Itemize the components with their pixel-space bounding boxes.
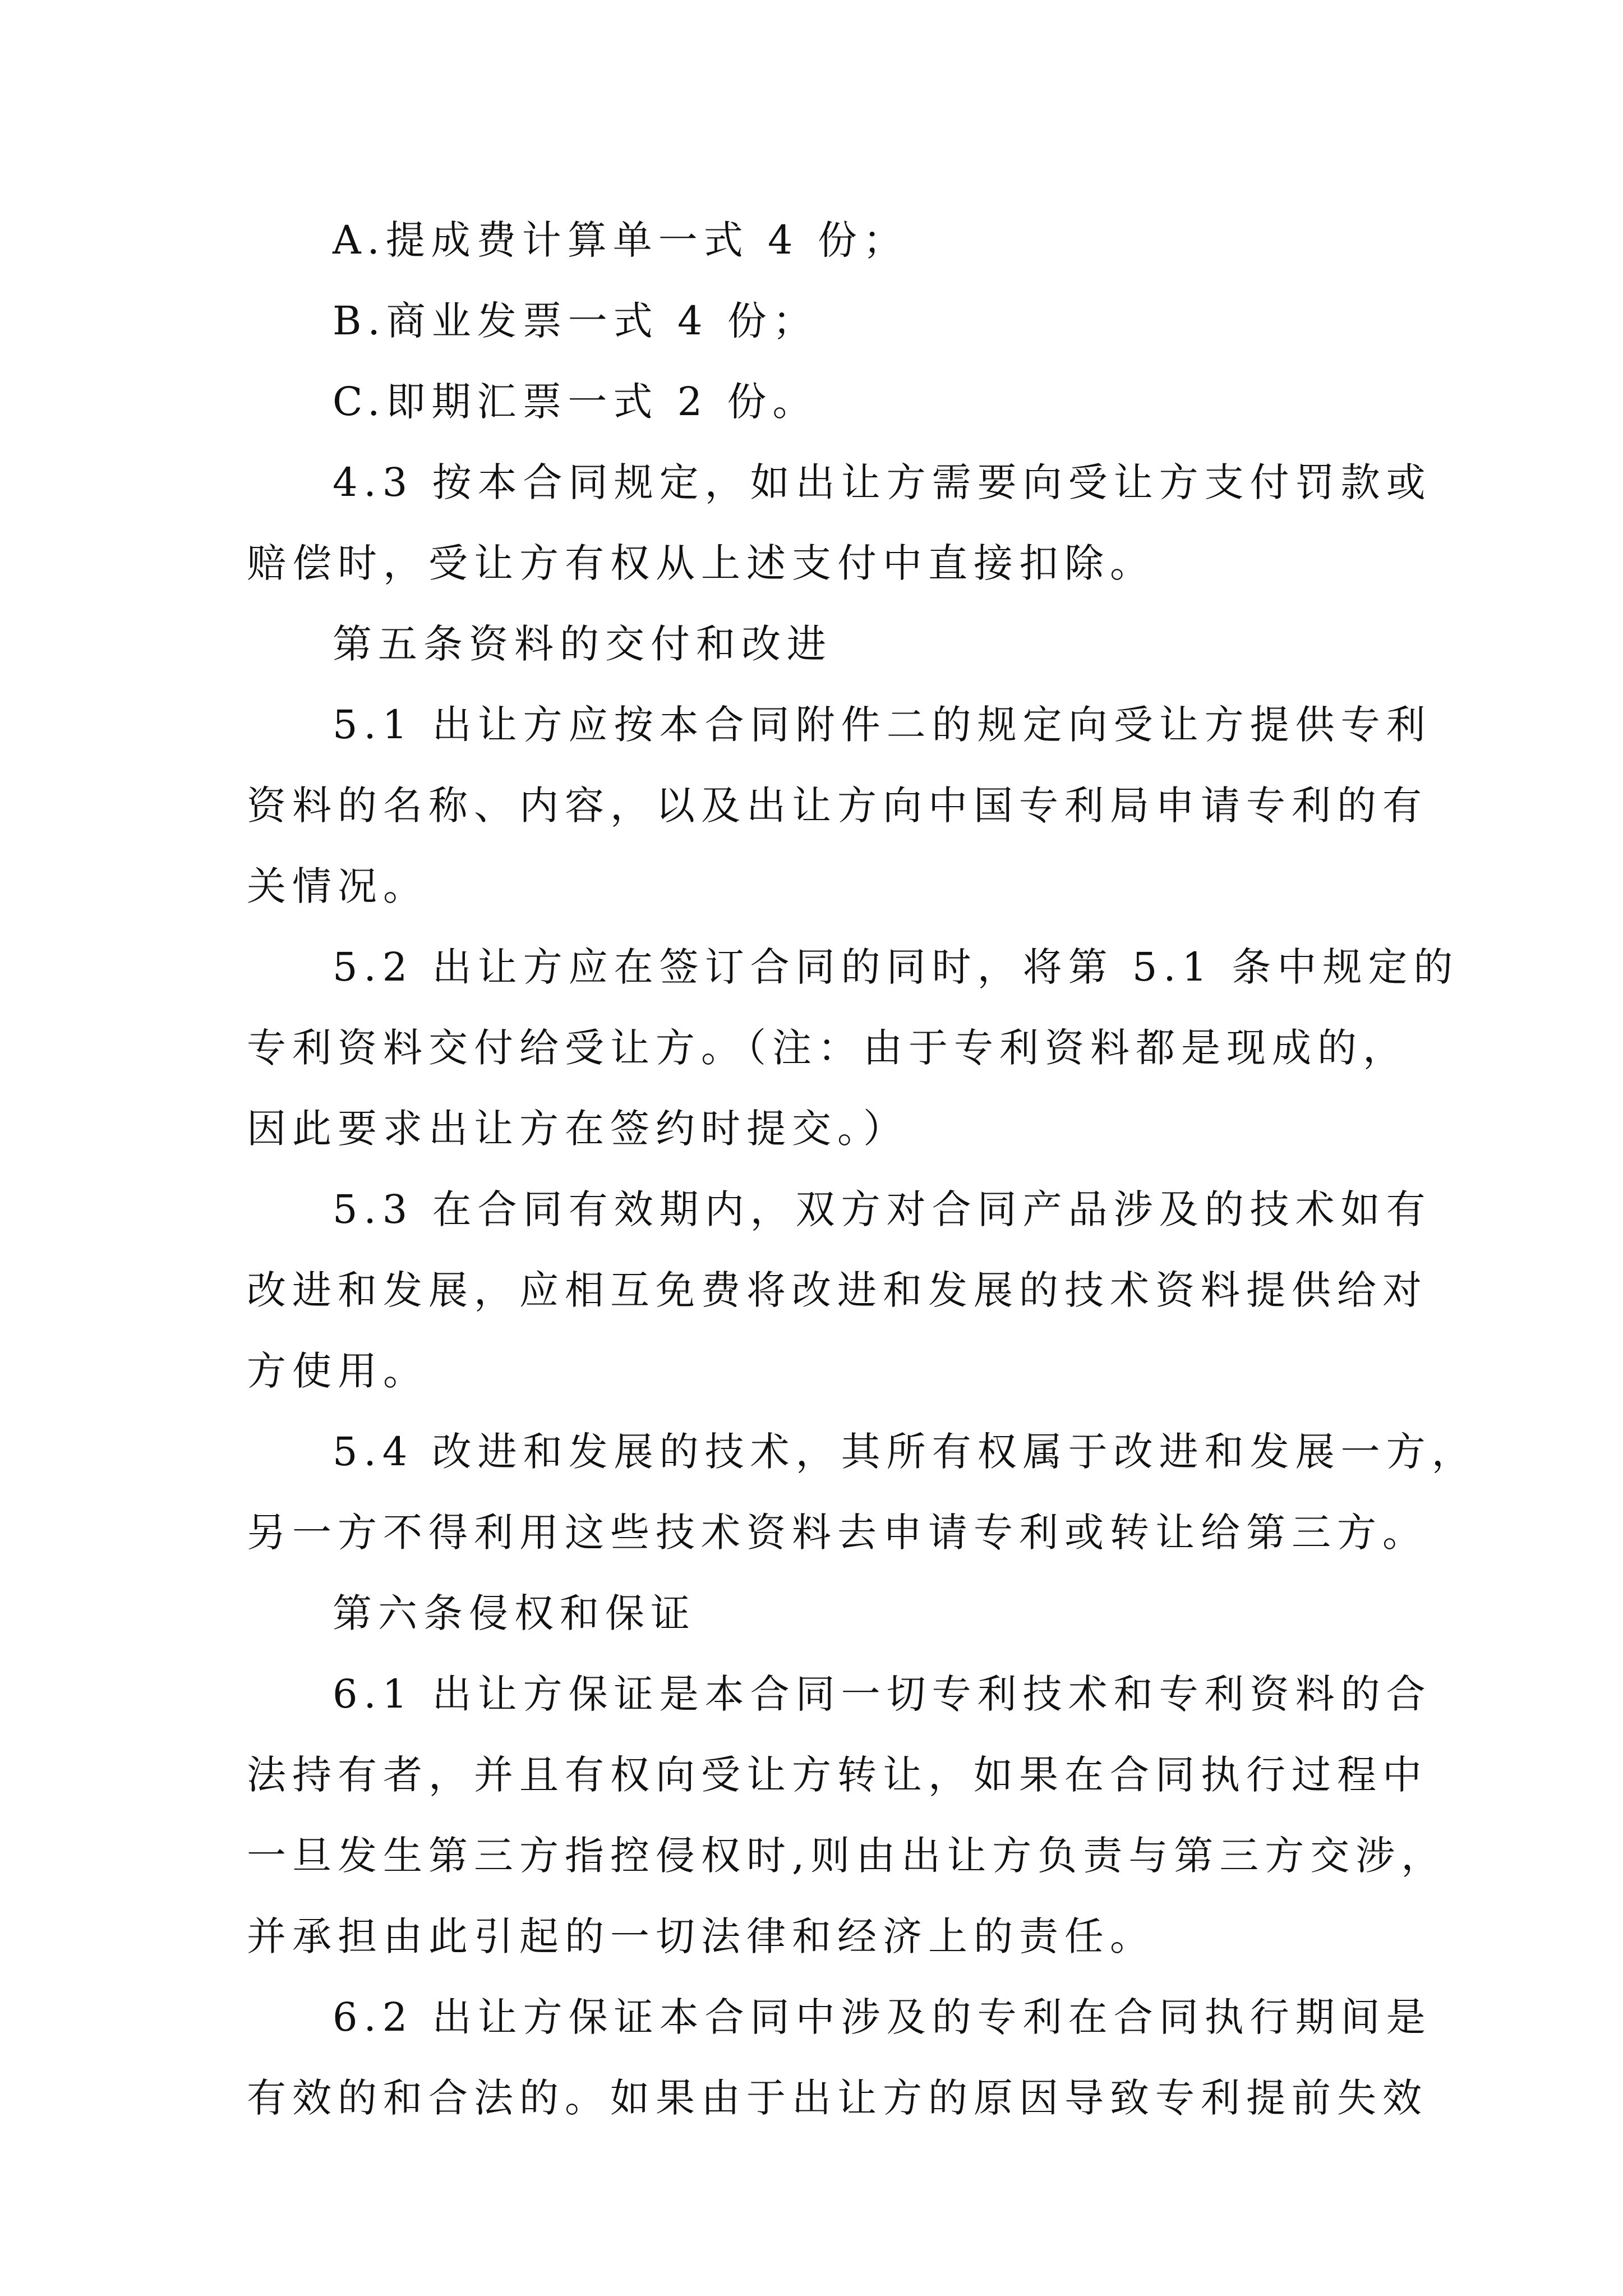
article-5-heading: 第五条资料的交付和改进 (333, 621, 832, 667)
clause-5-4-line-2: 另一方不得利用这些技术资料去申请专利或转让给第三方。 (247, 1510, 1428, 1556)
clause-6-2-line-2: 有效的和合法的。如果由于出让方的原因导致专利提前失效 (247, 2075, 1428, 2121)
clause-6-1-line-3: 一旦发生第三方指控侵权时,则由出让方负责与第三方交涉， (247, 1833, 1447, 1879)
clause-5-1-line-2: 资料的名称、内容，以及出让方向中国专利局申请专利的有 (247, 783, 1428, 829)
clause-6-1-line-1: 6.1 出让方保证是本合同一切专利技术和专利资料的合 (333, 1671, 1432, 1717)
clause-5-4-line-1: 5.4 改进和发展的技术，其所有权属于改进和发展一方， (333, 1429, 1477, 1475)
list-item-a: A.提成费计算单一式 4 份； (333, 217, 909, 263)
clause-5-2-line-3: 因此要求出让方在签约时提交。） (247, 1106, 909, 1152)
clause-4-3-line-1: 4.3 按本合同规定，如出让方需要向受让方支付罚款或 (333, 459, 1432, 505)
list-item-b: B.商业发票一式 4 份； (333, 298, 818, 344)
clause-6-2-line-1: 6.2 出让方保证本合同中涉及的专利在合同执行期间是 (333, 1994, 1432, 2040)
list-item-c: C.即期汇票一式 2 份。 (333, 379, 818, 425)
clause-5-1-line-1: 5.1 出让方应按本合同附件二的规定向受让方提供专利 (333, 702, 1432, 748)
clause-5-3-line-3: 方使用。 (247, 1348, 428, 1394)
clause-5-2-line-1: 5.2 出让方应在签订合同的同时，将第 5.1 条中规定的 (333, 944, 1459, 990)
clause-5-2-line-2: 专利资料交付给受让方。（注：由于专利资料都是现成的， (247, 1025, 1408, 1071)
article-6-heading: 第六条侵权和保证 (333, 1590, 696, 1636)
clause-5-3-line-2: 改进和发展，应相互免费将改进和发展的技术资料提供给对 (247, 1267, 1428, 1313)
clause-4-3-line-2: 赔偿时，受让方有权从上述支付中直接扣除。 (247, 540, 1155, 586)
clause-5-3-line-1: 5.3 在合同有效期内，双方对合同产品涉及的技术如有 (333, 1186, 1432, 1232)
clause-5-1-line-3: 关情况。 (247, 863, 428, 909)
clause-6-1-line-4: 并承担由此引起的一切法律和经济上的责任。 (247, 1913, 1155, 1959)
clause-6-1-line-2: 法持有者，并且有权向受让方转让，如果在合同执行过程中 (247, 1752, 1428, 1798)
